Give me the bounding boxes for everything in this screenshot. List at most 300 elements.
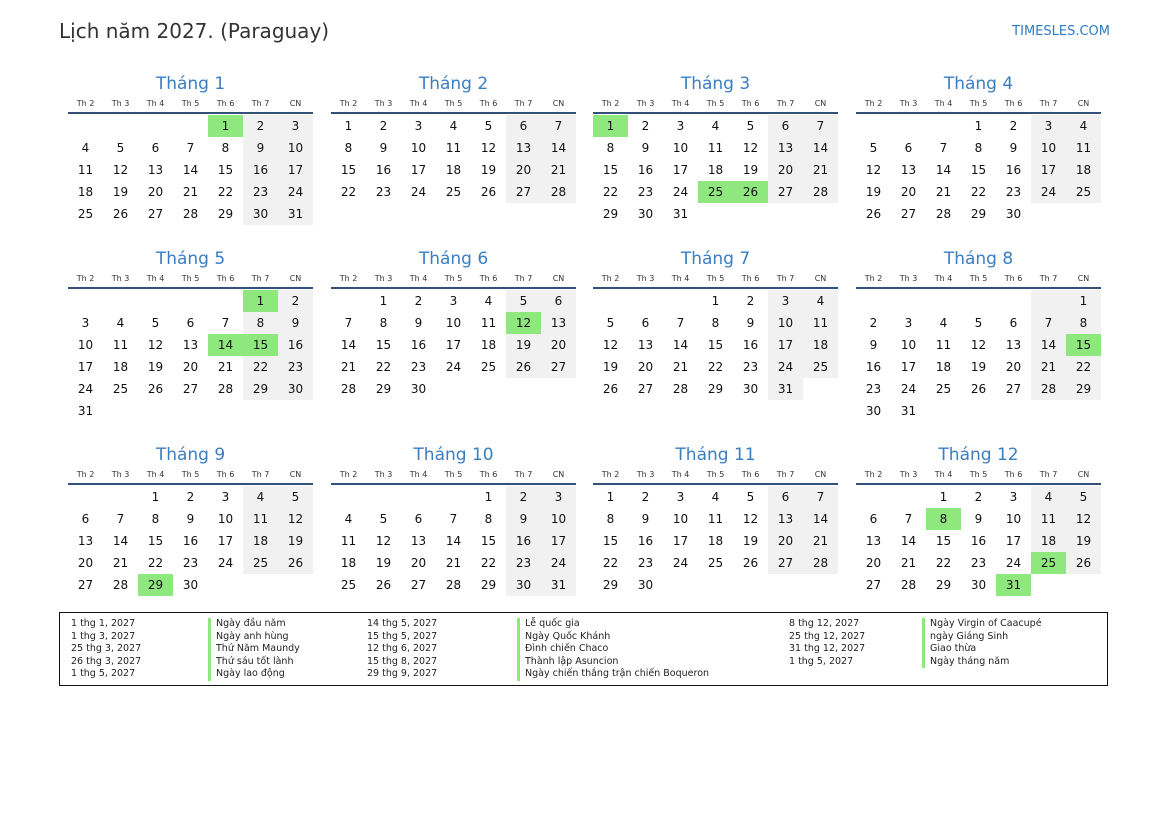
day-cell[interactable]: 3 — [904, 316, 913, 330]
day-cell[interactable]: 7 — [676, 316, 685, 330]
day-cell[interactable]: 1 — [606, 490, 615, 504]
day-cell[interactable]: 15 — [217, 163, 234, 177]
day-cell[interactable]: 9 — [641, 141, 650, 155]
day-cell[interactable]: 12 — [278, 508, 313, 530]
day-cell[interactable]: 2 — [414, 294, 423, 308]
day-cell[interactable]: 11 — [112, 338, 129, 352]
day-cell[interactable]: 31 — [77, 404, 94, 418]
day-cell[interactable]: 14 — [1031, 334, 1066, 356]
day-cell[interactable]: 20 — [410, 556, 427, 570]
day-cell[interactable]: 12 — [742, 512, 759, 526]
day-cell[interactable]: 28 — [900, 578, 917, 592]
day-cell[interactable]: 7 — [186, 141, 195, 155]
day-cell[interactable]: 11 — [77, 163, 94, 177]
day-cell[interactable]: 6 — [641, 316, 650, 330]
day-cell[interactable]: 21 — [935, 185, 952, 199]
day-cell[interactable]: 3 — [676, 490, 685, 504]
day-cell[interactable]: 8 — [606, 141, 615, 155]
day-cell[interactable]: 29 — [480, 578, 497, 592]
day-cell[interactable]: 17 — [77, 360, 94, 374]
day-cell[interactable]: 25 — [707, 556, 724, 570]
day-cell[interactable]: 23 — [742, 360, 759, 374]
day-cell[interactable]: 22 — [375, 360, 392, 374]
day-cell[interactable]: 18 — [707, 534, 724, 548]
day-cell[interactable]: 31 — [672, 207, 689, 221]
day-cell[interactable]: 4 — [116, 316, 125, 330]
day-cell[interactable]: 30 — [278, 378, 313, 400]
day-cell[interactable]: 28 — [217, 382, 234, 396]
day-cell[interactable]: 22 — [935, 556, 952, 570]
day-cell[interactable]: 2 — [1009, 119, 1018, 133]
day-cell[interactable]: 2 — [746, 294, 755, 308]
day-cell[interactable]: 5 — [278, 486, 313, 508]
day-cell[interactable]: 5 — [746, 490, 755, 504]
day-cell[interactable]: 3 — [221, 490, 230, 504]
day-cell[interactable]: 17 — [1005, 534, 1022, 548]
day-cell[interactable]: 14 — [182, 163, 199, 177]
day-cell[interactable]: 12 — [147, 338, 164, 352]
day-cell[interactable]: 19 — [375, 556, 392, 570]
holiday-day[interactable]: 15 — [1066, 334, 1101, 356]
day-cell[interactable]: 9 — [243, 137, 278, 159]
day-cell[interactable]: 30 — [970, 578, 987, 592]
day-cell[interactable]: 8 — [711, 316, 720, 330]
day-cell[interactable]: 9 — [506, 508, 541, 530]
day-cell[interactable]: 20 — [637, 360, 654, 374]
day-cell[interactable]: 16 — [865, 360, 882, 374]
day-cell[interactable]: 21 — [900, 556, 917, 570]
day-cell[interactable]: 10 — [217, 512, 234, 526]
day-cell[interactable]: 13 — [865, 534, 882, 548]
day-cell[interactable]: 24 — [541, 552, 576, 574]
day-cell[interactable]: 24 — [768, 356, 803, 378]
holiday-day[interactable]: 14 — [208, 334, 243, 356]
day-cell[interactable]: 6 — [81, 512, 90, 526]
day-cell[interactable]: 4 — [344, 512, 353, 526]
day-cell[interactable]: 6 — [541, 290, 576, 312]
day-cell[interactable]: 3 — [278, 115, 313, 137]
day-cell[interactable]: 3 — [541, 486, 576, 508]
day-cell[interactable]: 4 — [449, 119, 458, 133]
day-cell[interactable]: 20 — [1005, 360, 1022, 374]
day-cell[interactable]: 25 — [243, 552, 278, 574]
holiday-day[interactable]: 8 — [926, 508, 961, 530]
day-cell[interactable]: 21 — [1031, 356, 1066, 378]
day-cell[interactable]: 26 — [506, 356, 541, 378]
day-cell[interactable]: 28 — [672, 382, 689, 396]
day-cell[interactable]: 8 — [484, 512, 493, 526]
day-cell[interactable]: 27 — [541, 356, 576, 378]
day-cell[interactable]: 28 — [112, 578, 129, 592]
day-cell[interactable]: 23 — [637, 185, 654, 199]
day-cell[interactable]: 25 — [77, 207, 94, 221]
day-cell[interactable]: 5 — [606, 316, 615, 330]
day-cell[interactable]: 21 — [541, 159, 576, 181]
day-cell[interactable]: 14 — [935, 163, 952, 177]
day-cell[interactable]: 27 — [768, 181, 803, 203]
day-cell[interactable]: 14 — [803, 137, 838, 159]
day-cell[interactable]: 17 — [278, 159, 313, 181]
day-cell[interactable]: 21 — [217, 360, 234, 374]
day-cell[interactable]: 8 — [1066, 312, 1101, 334]
day-cell[interactable]: 19 — [480, 163, 497, 177]
day-cell[interactable]: 10 — [278, 137, 313, 159]
day-cell[interactable]: 4 — [1031, 486, 1066, 508]
day-cell[interactable]: 9 — [379, 141, 388, 155]
day-cell[interactable]: 18 — [803, 334, 838, 356]
day-cell[interactable]: 2 — [243, 115, 278, 137]
day-cell[interactable]: 12 — [742, 141, 759, 155]
day-cell[interactable]: 16 — [506, 530, 541, 552]
day-cell[interactable]: 25 — [1066, 181, 1101, 203]
day-cell[interactable]: 15 — [970, 163, 987, 177]
day-cell[interactable]: 23 — [410, 360, 427, 374]
day-cell[interactable]: 20 — [865, 556, 882, 570]
day-cell[interactable]: 19 — [147, 360, 164, 374]
day-cell[interactable]: 23 — [1005, 185, 1022, 199]
day-cell[interactable]: 20 — [147, 185, 164, 199]
day-cell[interactable]: 6 — [186, 316, 195, 330]
day-cell[interactable]: 24 — [1005, 556, 1022, 570]
day-cell[interactable]: 14 — [445, 534, 462, 548]
day-cell[interactable]: 5 — [379, 512, 388, 526]
day-cell[interactable]: 1 — [151, 490, 160, 504]
day-cell[interactable]: 5 — [484, 119, 493, 133]
day-cell[interactable]: 9 — [746, 316, 755, 330]
day-cell[interactable]: 27 — [506, 181, 541, 203]
day-cell[interactable]: 18 — [340, 556, 357, 570]
day-cell[interactable]: 20 — [182, 360, 199, 374]
day-cell[interactable]: 7 — [939, 141, 948, 155]
day-cell[interactable]: 13 — [182, 338, 199, 352]
day-cell[interactable]: 26 — [1066, 552, 1101, 574]
day-cell[interactable]: 22 — [340, 185, 357, 199]
day-cell[interactable]: 21 — [112, 556, 129, 570]
day-cell[interactable]: 26 — [278, 552, 313, 574]
day-cell[interactable]: 22 — [1066, 356, 1101, 378]
holiday-day[interactable]: 31 — [996, 574, 1031, 596]
day-cell[interactable]: 31 — [541, 574, 576, 596]
day-cell[interactable]: 19 — [742, 534, 759, 548]
day-cell[interactable]: 24 — [672, 185, 689, 199]
day-cell[interactable]: 21 — [672, 360, 689, 374]
day-cell[interactable]: 7 — [344, 316, 353, 330]
day-cell[interactable]: 30 — [742, 382, 759, 396]
day-cell[interactable]: 4 — [81, 141, 90, 155]
day-cell[interactable]: 4 — [803, 290, 838, 312]
day-cell[interactable]: 26 — [480, 185, 497, 199]
day-cell[interactable]: 18 — [77, 185, 94, 199]
day-cell[interactable]: 4 — [1066, 115, 1101, 137]
day-cell[interactable]: 31 — [900, 404, 917, 418]
day-cell[interactable]: 31 — [768, 378, 803, 400]
day-cell[interactable]: 10 — [672, 141, 689, 155]
day-cell[interactable]: 23 — [182, 556, 199, 570]
day-cell[interactable]: 24 — [77, 382, 94, 396]
day-cell[interactable]: 17 — [672, 534, 689, 548]
day-cell[interactable]: 17 — [541, 530, 576, 552]
day-cell[interactable]: 13 — [768, 508, 803, 530]
day-cell[interactable]: 4 — [484, 294, 493, 308]
day-cell[interactable]: 15 — [602, 534, 619, 548]
day-cell[interactable]: 20 — [541, 334, 576, 356]
day-cell[interactable]: 9 — [186, 512, 195, 526]
day-cell[interactable]: 4 — [939, 316, 948, 330]
day-cell[interactable]: 26 — [375, 578, 392, 592]
day-cell[interactable]: 30 — [410, 382, 427, 396]
day-cell[interactable]: 7 — [541, 115, 576, 137]
day-cell[interactable]: 18 — [480, 338, 497, 352]
day-cell[interactable]: 8 — [221, 141, 230, 155]
day-cell[interactable]: 28 — [541, 181, 576, 203]
day-cell[interactable]: 8 — [974, 141, 983, 155]
day-cell[interactable]: 6 — [506, 115, 541, 137]
day-cell[interactable]: 29 — [935, 578, 952, 592]
day-cell[interactable]: 6 — [904, 141, 913, 155]
day-cell[interactable]: 2 — [641, 119, 650, 133]
day-cell[interactable]: 15 — [935, 534, 952, 548]
holiday-day[interactable]: 29 — [138, 574, 173, 596]
day-cell[interactable]: 22 — [243, 356, 278, 378]
day-cell[interactable]: 7 — [116, 512, 125, 526]
day-cell[interactable]: 11 — [1066, 137, 1101, 159]
day-cell[interactable]: 22 — [970, 185, 987, 199]
day-cell[interactable]: 12 — [112, 163, 129, 177]
holiday-day[interactable]: 25 — [1031, 552, 1066, 574]
day-cell[interactable]: 27 — [410, 578, 427, 592]
day-cell[interactable]: 2 — [186, 490, 195, 504]
day-cell[interactable]: 30 — [506, 574, 541, 596]
day-cell[interactable]: 30 — [1005, 207, 1022, 221]
day-cell[interactable]: 20 — [506, 159, 541, 181]
day-cell[interactable]: 22 — [217, 185, 234, 199]
day-cell[interactable]: 26 — [147, 382, 164, 396]
day-cell[interactable]: 24 — [672, 556, 689, 570]
day-cell[interactable]: 5 — [869, 141, 878, 155]
day-cell[interactable]: 19 — [970, 360, 987, 374]
day-cell[interactable]: 18 — [1066, 159, 1101, 181]
day-cell[interactable]: 14 — [340, 338, 357, 352]
day-cell[interactable]: 7 — [221, 316, 230, 330]
day-cell[interactable]: 10 — [900, 338, 917, 352]
day-cell[interactable]: 11 — [707, 512, 724, 526]
day-cell[interactable]: 4 — [711, 119, 720, 133]
day-cell[interactable]: 25 — [445, 185, 462, 199]
holiday-day[interactable]: 1 — [243, 290, 278, 312]
day-cell[interactable]: 22 — [602, 185, 619, 199]
day-cell[interactable]: 29 — [707, 382, 724, 396]
holiday-day[interactable]: 12 — [506, 312, 541, 334]
day-cell[interactable]: 17 — [445, 338, 462, 352]
day-cell[interactable]: 19 — [742, 163, 759, 177]
day-cell[interactable]: 24 — [278, 181, 313, 203]
day-cell[interactable]: 10 — [541, 508, 576, 530]
day-cell[interactable]: 7 — [803, 486, 838, 508]
day-cell[interactable]: 17 — [217, 534, 234, 548]
day-cell[interactable]: 1 — [974, 119, 983, 133]
day-cell[interactable]: 5 — [151, 316, 160, 330]
day-cell[interactable]: 2 — [506, 486, 541, 508]
day-cell[interactable]: 25 — [112, 382, 129, 396]
day-cell[interactable]: 17 — [900, 360, 917, 374]
day-cell[interactable]: 9 — [414, 316, 423, 330]
day-cell[interactable]: 23 — [375, 185, 392, 199]
day-cell[interactable]: 26 — [112, 207, 129, 221]
day-cell[interactable]: 15 — [340, 163, 357, 177]
day-cell[interactable]: 14 — [541, 137, 576, 159]
day-cell[interactable]: 18 — [243, 530, 278, 552]
day-cell[interactable]: 15 — [602, 163, 619, 177]
day-cell[interactable]: 10 — [1005, 512, 1022, 526]
day-cell[interactable]: 19 — [506, 334, 541, 356]
day-cell[interactable]: 29 — [602, 578, 619, 592]
day-cell[interactable]: 13 — [900, 163, 917, 177]
day-cell[interactable]: 7 — [1031, 312, 1066, 334]
day-cell[interactable]: 25 — [935, 382, 952, 396]
day-cell[interactable]: 10 — [410, 141, 427, 155]
day-cell[interactable]: 26 — [742, 556, 759, 570]
holiday-day[interactable]: 1 — [208, 115, 243, 137]
day-cell[interactable]: 18 — [1031, 530, 1066, 552]
day-cell[interactable]: 6 — [869, 512, 878, 526]
day-cell[interactable]: 11 — [480, 316, 497, 330]
day-cell[interactable]: 23 — [865, 382, 882, 396]
day-cell[interactable]: 16 — [742, 338, 759, 352]
day-cell[interactable]: 8 — [379, 316, 388, 330]
day-cell[interactable]: 19 — [865, 185, 882, 199]
day-cell[interactable]: 27 — [182, 382, 199, 396]
day-cell[interactable]: 26 — [865, 207, 882, 221]
day-cell[interactable]: 21 — [182, 185, 199, 199]
day-cell[interactable]: 28 — [182, 207, 199, 221]
day-cell[interactable]: 14 — [112, 534, 129, 548]
day-cell[interactable]: 16 — [410, 338, 427, 352]
day-cell[interactable]: 9 — [1009, 141, 1018, 155]
day-cell[interactable]: 27 — [77, 578, 94, 592]
day-cell[interactable]: 24 — [410, 185, 427, 199]
day-cell[interactable]: 13 — [410, 534, 427, 548]
day-cell[interactable]: 5 — [116, 141, 125, 155]
day-cell[interactable]: 3 — [414, 119, 423, 133]
holiday-day[interactable]: 26 — [733, 181, 768, 203]
day-cell[interactable]: 3 — [81, 316, 90, 330]
day-cell[interactable]: 21 — [445, 556, 462, 570]
day-cell[interactable]: 8 — [344, 141, 353, 155]
day-cell[interactable]: 31 — [278, 203, 313, 225]
day-cell[interactable]: 11 — [935, 338, 952, 352]
day-cell[interactable]: 25 — [480, 360, 497, 374]
day-cell[interactable]: 19 — [1066, 530, 1101, 552]
day-cell[interactable]: 12 — [865, 163, 882, 177]
day-cell[interactable]: 2 — [379, 119, 388, 133]
day-cell[interactable]: 14 — [672, 338, 689, 352]
day-cell[interactable]: 13 — [637, 338, 654, 352]
day-cell[interactable]: 23 — [506, 552, 541, 574]
day-cell[interactable]: 23 — [278, 356, 313, 378]
day-cell[interactable]: 16 — [375, 163, 392, 177]
day-cell[interactable]: 24 — [217, 556, 234, 570]
day-cell[interactable]: 12 — [970, 338, 987, 352]
day-cell[interactable]: 15 — [375, 338, 392, 352]
day-cell[interactable]: 25 — [340, 578, 357, 592]
day-cell[interactable]: 7 — [904, 512, 913, 526]
day-cell[interactable]: 27 — [900, 207, 917, 221]
day-cell[interactable]: 22 — [480, 556, 497, 570]
day-cell[interactable]: 9 — [641, 512, 650, 526]
day-cell[interactable]: 28 — [803, 552, 838, 574]
day-cell[interactable]: 2 — [974, 490, 983, 504]
day-cell[interactable]: 1 — [484, 490, 493, 504]
day-cell[interactable]: 2 — [869, 316, 878, 330]
day-cell[interactable]: 28 — [1031, 378, 1066, 400]
day-cell[interactable]: 8 — [243, 312, 278, 334]
day-cell[interactable]: 19 — [278, 530, 313, 552]
day-cell[interactable]: 27 — [147, 207, 164, 221]
day-cell[interactable]: 5 — [974, 316, 983, 330]
day-cell[interactable]: 22 — [707, 360, 724, 374]
day-cell[interactable]: 24 — [900, 382, 917, 396]
day-cell[interactable]: 20 — [77, 556, 94, 570]
day-cell[interactable]: 18 — [935, 360, 952, 374]
day-cell[interactable]: 15 — [480, 534, 497, 548]
day-cell[interactable]: 8 — [606, 512, 615, 526]
day-cell[interactable]: 12 — [1066, 508, 1101, 530]
day-cell[interactable]: 13 — [147, 163, 164, 177]
day-cell[interactable]: 15 — [147, 534, 164, 548]
day-cell[interactable]: 3 — [449, 294, 458, 308]
day-cell[interactable]: 13 — [77, 534, 94, 548]
day-cell[interactable]: 3 — [768, 290, 803, 312]
day-cell[interactable]: 7 — [449, 512, 458, 526]
day-cell[interactable]: 1 — [1066, 290, 1101, 312]
holiday-day[interactable]: 15 — [243, 334, 278, 356]
day-cell[interactable]: 14 — [900, 534, 917, 548]
day-cell[interactable]: 10 — [1031, 137, 1066, 159]
day-cell[interactable]: 10 — [445, 316, 462, 330]
day-cell[interactable]: 12 — [375, 534, 392, 548]
day-cell[interactable]: 21 — [340, 360, 357, 374]
day-cell[interactable]: 6 — [768, 115, 803, 137]
day-cell[interactable]: 26 — [602, 382, 619, 396]
day-cell[interactable]: 30 — [243, 203, 278, 225]
day-cell[interactable]: 20 — [768, 159, 803, 181]
day-cell[interactable]: 4 — [711, 490, 720, 504]
day-cell[interactable]: 28 — [935, 207, 952, 221]
day-cell[interactable]: 18 — [707, 163, 724, 177]
day-cell[interactable]: 4 — [243, 486, 278, 508]
day-cell[interactable]: 13 — [768, 137, 803, 159]
day-cell[interactable]: 6 — [414, 512, 423, 526]
day-cell[interactable]: 14 — [803, 508, 838, 530]
day-cell[interactable]: 26 — [970, 382, 987, 396]
day-cell[interactable]: 2 — [641, 490, 650, 504]
day-cell[interactable]: 22 — [147, 556, 164, 570]
day-cell[interactable]: 29 — [1066, 378, 1101, 400]
day-cell[interactable]: 16 — [182, 534, 199, 548]
day-cell[interactable]: 11 — [243, 508, 278, 530]
day-cell[interactable]: 23 — [637, 556, 654, 570]
day-cell[interactable]: 1 — [344, 119, 353, 133]
holiday-day[interactable]: 25 — [698, 181, 733, 203]
day-cell[interactable]: 29 — [243, 378, 278, 400]
day-cell[interactable]: 30 — [865, 404, 882, 418]
day-cell[interactable]: 11 — [445, 141, 462, 155]
day-cell[interactable]: 11 — [707, 141, 724, 155]
day-cell[interactable]: 5 — [746, 119, 755, 133]
day-cell[interactable]: 24 — [445, 360, 462, 374]
day-cell[interactable]: 7 — [803, 115, 838, 137]
day-cell[interactable]: 1 — [939, 490, 948, 504]
